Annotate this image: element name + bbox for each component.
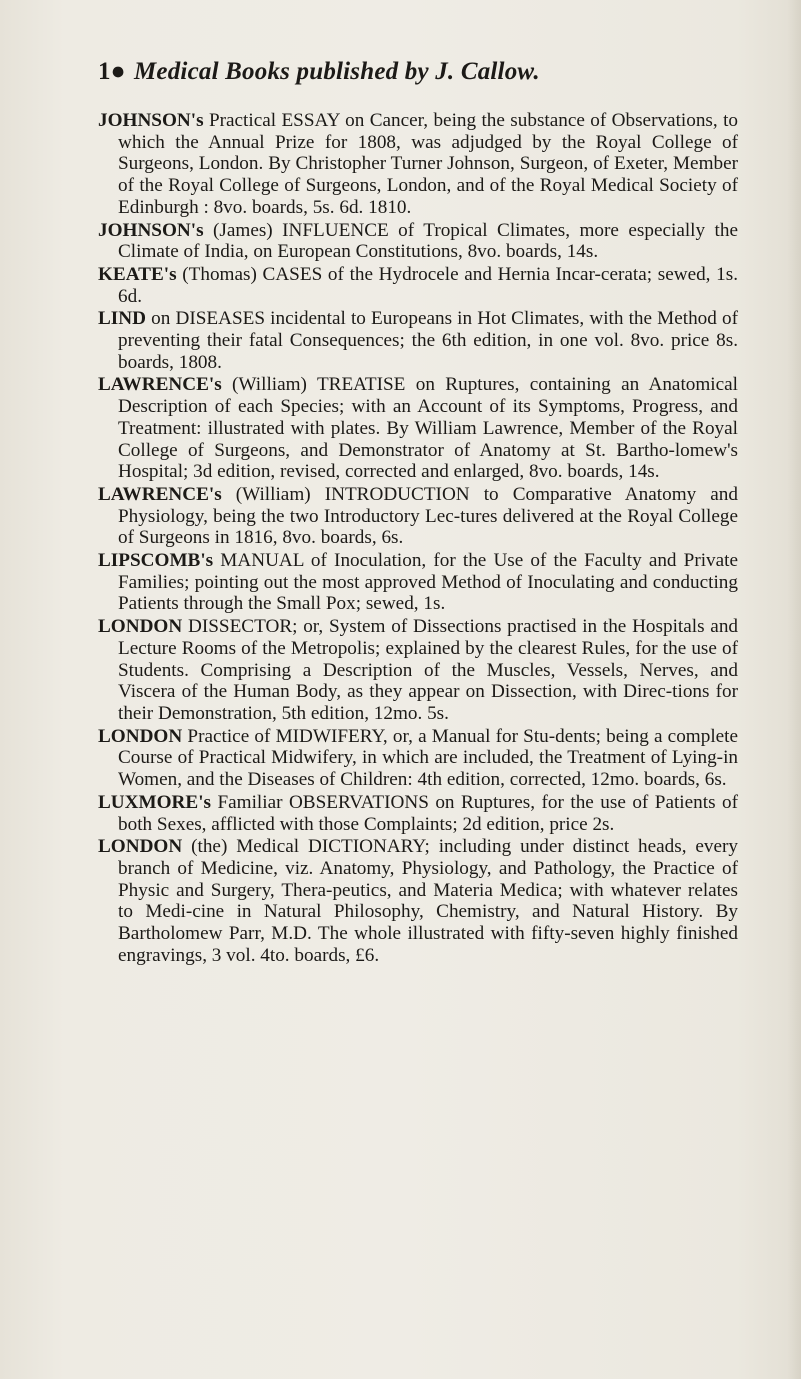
entry-text: (William) INTRODUCTION to Comparative Anatomy and Physiology, being the two Introductory Lec-tures delivered at the Royal College of Surgeons in 1816, 8vo. boards, 6s. xyxy=(118,483,738,549)
entry-head: LIND xyxy=(98,308,146,330)
entry-lawrence-anatomy xyxy=(98,484,738,549)
entry-johnson-climates xyxy=(98,220,738,263)
entry-lind-diseases xyxy=(98,308,738,373)
entry-head: LIPSCOMB's xyxy=(98,550,214,572)
entry-head: LAWRENCE's xyxy=(98,483,222,505)
entry-text: on DISEASES incidental to Europeans in Hot Climates, with the Method of preventing their fatal Consequences; the 6th edition, in one vol. 8vo. price 8s. boards, 1808. xyxy=(118,308,738,373)
entry-text: (the) Medical DICTIONARY; including under distinct heads, every branch of Medicine, viz. Anatomy, Physiology, and Pathology, the Practice of Physic and Surgery, Thera-peutics, and Materia Medica; with whatever relates to Medi-cine in Natural Philosophy, Chemistry, and Natural History. By Bartholomew Parr, M.D. The whole illustrated with fifty-seven highly finished engravings, 3 vol. 4to. boards, £6. xyxy=(118,836,739,966)
entry-keate-hydrocele xyxy=(98,264,738,307)
entry-head: LONDON xyxy=(98,836,183,858)
entry-lawrence-ruptures xyxy=(98,374,738,483)
entry-head: LONDON xyxy=(98,725,183,747)
entry-london-dissector xyxy=(98,616,738,725)
entry-head: JOHNSON's xyxy=(98,219,204,241)
entry-head: LAWRENCE's xyxy=(98,374,222,396)
entry-head: KEATE's xyxy=(98,263,177,285)
catalogue-entries xyxy=(98,110,738,967)
entry-text: Practice of MIDWIFERY, or, a Manual for Stu-dents; being a complete Course of Practical Midwifery, in which are included, the Treatment of Lying-in Women, and the Diseases of Children: 4th edition, corrected, 12mo. boards, 6s. xyxy=(118,725,739,791)
page-number: 1● xyxy=(98,58,126,85)
running-title: Medical Books published by J. Callow. xyxy=(134,58,540,85)
entry-london-midwifery xyxy=(98,726,738,791)
entry-text: (William) TREATISE on Ruptures, containing an Anatomical Description of each Species; with an Account of its Symptoms, Progress, and Treatment: illustrated with plates. By William Lawrence, Member of the Royal College of Surgeons, and Demonstrator of Anatomy at St. Bartho-lomew's Hospital; 3d edition, revised, corrected and enlarged, 8vo. boards, 14s. xyxy=(118,374,738,483)
entry-london-dictionary xyxy=(98,836,738,966)
entry-text: (James) INFLUENCE of Tropical Climates, more especially the Climate of India, on European Constitutions, 8vo. boards, 14s. xyxy=(118,219,738,263)
entry-text: DISSECTOR; or, System of Dissections practised in the Hospitals and Lecture Rooms of the Metropolis; explained by the clearest Rules, for the use of Students. Comprising a Description of the Muscles, Vessels, Nerves, and Viscera of the Human Body, as they appear on Dissection, with Direc-tions for their Demonstration, 5th edition, 12mo. 5s. xyxy=(118,616,739,724)
entry-johnson-cancer xyxy=(98,110,738,219)
entry-head: LUXMORE's xyxy=(98,791,211,813)
entry-text: Familiar OBSERVATIONS on Ruptures, for the use of Patients of both Sexes, afflicted with those Complaints; 2d edition, price 2s. xyxy=(118,791,738,835)
entry-text: Practical ESSAY on Cancer, being the substance of Observations, to which the Annual Prize for 1808, was adjudged by the Royal College of Surgeons, London. By Christopher Turner Johnson, Surgeon, of Exeter, Member of the Royal College of Surgeons, London, and of the Royal Medical Society of Edinburgh : 8vo. boards, 5s. 6d. 1810. xyxy=(118,110,738,218)
entry-head: JOHNSON's xyxy=(98,110,204,131)
page-edge-shadow xyxy=(787,0,801,1379)
entry-text: (Thomas) CASES of the Hydrocele and Hernia Incar-cerata; sewed, 1s. 6d. xyxy=(118,263,739,307)
running-head xyxy=(98,58,738,90)
entry-luxmore-ruptures xyxy=(98,792,738,835)
entry-text: MANUAL of Inoculation, for the Use of the Faculty and Private Families; pointing out the most approved Method of Inoculating and conducting Patients through the Small Pox; sewed, 1s. xyxy=(118,550,739,615)
entry-head: LONDON xyxy=(98,616,183,638)
entry-lipscomb-inoculation xyxy=(98,550,738,615)
